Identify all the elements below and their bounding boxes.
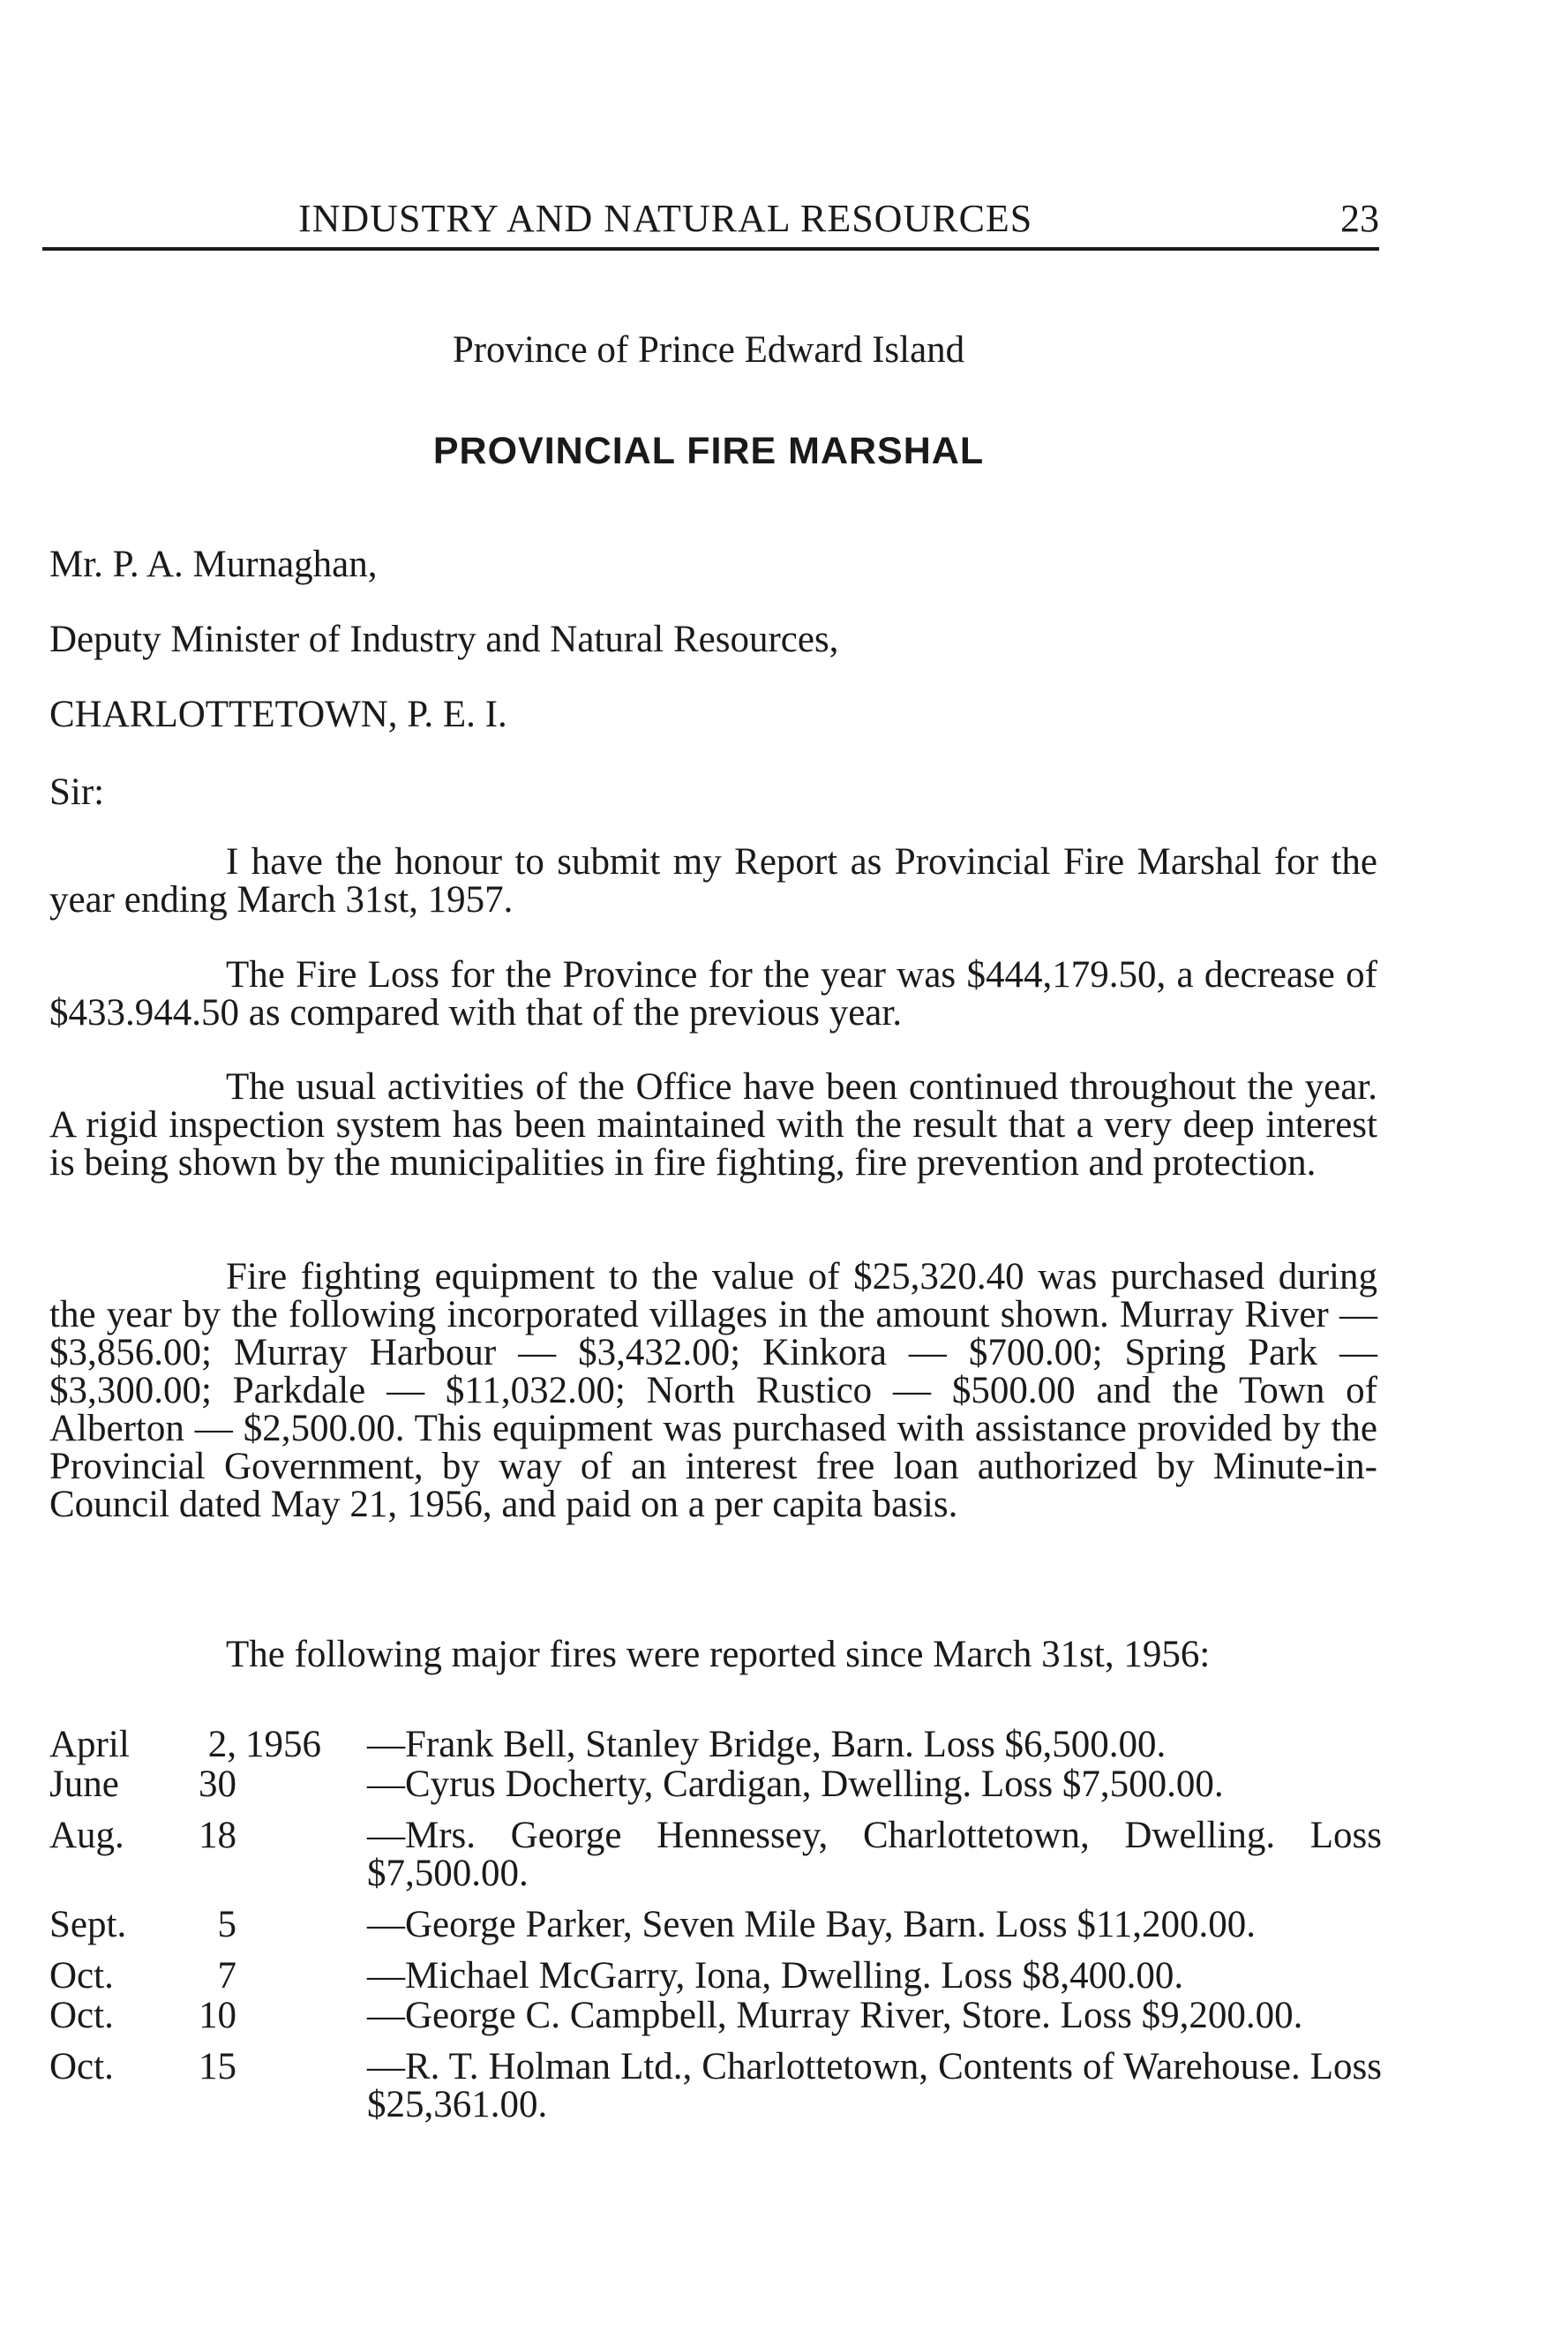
fire-entry [49,1906,1382,1944]
fire-month: Oct. [49,1955,114,1997]
addressee-position: Deputy Minister of Industry and Natural Resources, [49,619,839,660]
fire-day: 7 [217,1955,236,1997]
fire-year [245,1906,367,1944]
running-header [42,196,1379,251]
fire-description: —Frank Bell, Stanley Bridge, Barn. Loss $6,500.00. [367,1724,1167,1765]
fire-description: —George Parker, Seven Mile Bay, Barn. Loss $11,200.00. [367,1904,1257,1945]
addressee-city: CHARLOTTETOWN, P. E. I. [49,694,507,735]
paragraph-fires-intro: The following major fires were reported since March 31st, 1956: [226,1634,1211,1675]
fire-year [245,1997,367,2034]
fire-entry [49,1997,1382,2034]
fire-year [245,1957,367,1995]
province-heading: Province of Prince Edward Island [452,329,965,371]
paragraph-equipment: Fire fighting equipment to the value of $25,320.40 was purchased during the year by the following incorporated villages in the amount shown. Murray River — $3,856.00; Murray Harbour — $3,432.00; Kinkora — $700.00; Spring Park — $3,300.00; Parkdale — $11,032.00; North Rustico — $500.00 and the Town of Alberton — $2,500.00. This equipment was purchased with assistance provided by the Provincial Government, by way of an interest free loan authorized by Minute-in-Council dated May 21, 1956, and paid on a per capita basis. [49,1256,1377,1525]
fire-day: 2, [207,1724,236,1765]
fire-month: April [49,1724,130,1765]
fire-entry [49,2048,1382,2124]
fire-description: —Mrs. George Hennessey, Charlottetown, Dwelling. Loss $7,500.00. [367,1815,1382,1894]
fire-description: —Cyrus Docherty, Cardigan, Dwelling. Loss $7,500.00. [367,1764,1224,1805]
fire-month: Oct. [49,1995,114,2036]
page-number: 23 [1340,197,1379,240]
fire-day: 5 [217,1904,236,1945]
fire-entry [49,1726,1382,1764]
fire-entry [49,1816,1382,1892]
salutation: Sir: [49,771,105,813]
fire-day: 30 [199,1764,236,1805]
paragraph-activities: The usual activities of the Office have been continued throughout the year. A rigid inspection system has been maintained with the result that a very deep interest is being shown by the municipalities in fire fighting, fire prevention and protection. [49,1066,1377,1184]
fire-year [245,2048,367,2124]
fire-month: Oct. [49,2046,114,2087]
fire-description: —Michael McGarry, Iona, Dwelling. Loss $8,400.00. [367,1955,1184,1997]
fire-day: 18 [199,1815,236,1856]
fire-year: 1956 [245,1724,321,1765]
running-title: INDUSTRY AND NATURAL RESOURCES [298,197,1033,240]
fire-list [49,1726,1382,2137]
fire-description: —R. T. Holman Ltd., Charlottetown, Contents of Warehouse. Loss $25,361.00. [367,2046,1382,2125]
office-title: PROVINCIAL FIRE MARSHAL [432,430,985,472]
fire-year [245,1765,367,1803]
fire-day: 15 [199,2046,236,2087]
fire-description: —George C. Campbell, Murray River, Store. Loss $9,200.00. [367,1995,1303,2036]
paragraph-fire-loss: The Fire Loss for the Province for the year was $444,179.50, a decrease of $433.944.50 as compared with that of the previous year. [49,954,1377,1034]
fire-day: 10 [199,1995,236,2036]
fire-entry [49,1765,1382,1803]
fire-month: Sept. [49,1904,127,1945]
fire-month: June [49,1764,119,1805]
addressee-name: Mr. P. A. Murnaghan, [49,544,378,585]
fire-month: Aug. [49,1815,124,1856]
fire-entry [49,1957,1382,1995]
paragraph-report: I have the honour to submit my Report as Provincial Fire Marshal for the year ending March 31st, 1957. [49,841,1377,921]
fire-year [245,1816,367,1892]
